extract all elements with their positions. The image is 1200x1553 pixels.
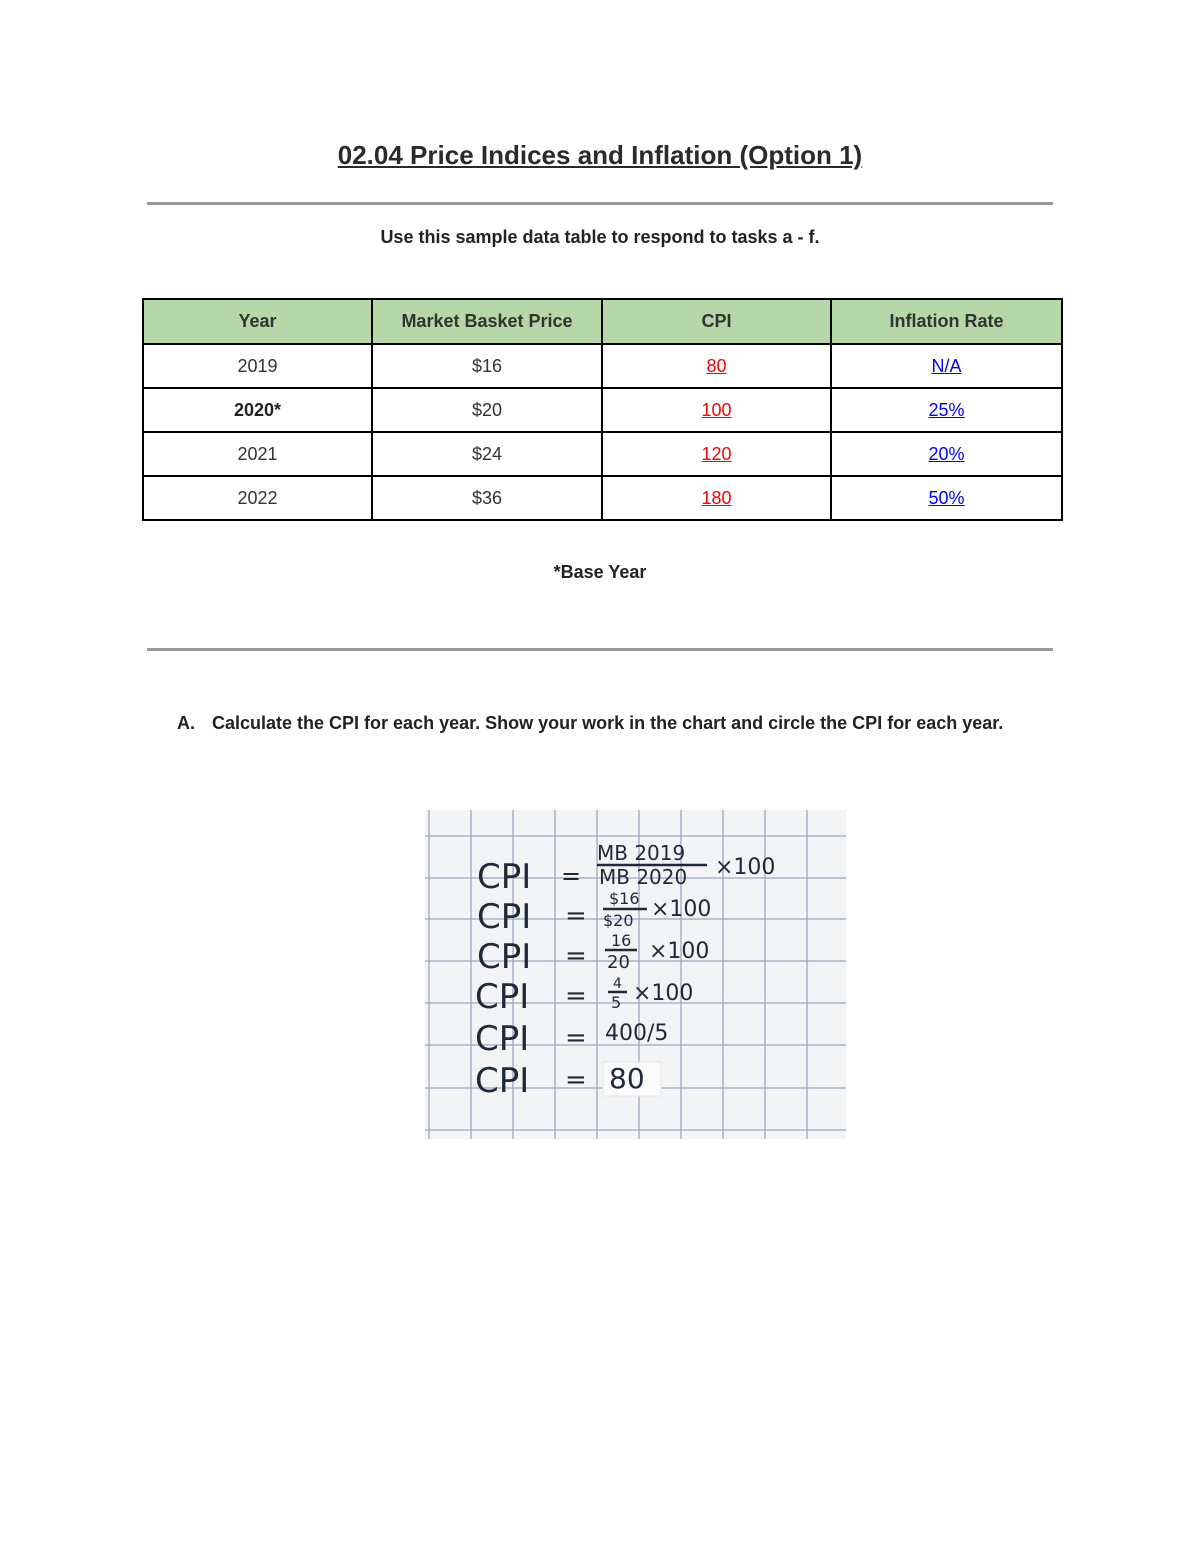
hw-line1-numerator: MB 2019 [597, 841, 686, 865]
base-year-footnote: *Base Year [553, 562, 647, 582]
table-header-row [143, 299, 1062, 344]
cpi-value: 180 [701, 487, 732, 508]
inflation-value: N/A [931, 355, 962, 376]
cell-inflation [831, 344, 1062, 388]
hw-line1-denominator: MB 2020 [599, 865, 688, 889]
hw-line1-mult: ×100 [715, 855, 776, 880]
task-a [177, 712, 1037, 735]
header-year: Year [143, 299, 372, 344]
inflation-value: 25% [928, 399, 965, 420]
hw-line4-eq: = [565, 981, 587, 1011]
hw-line2-numerator: $16 [609, 889, 640, 908]
instructions: Use this sample data table to respond to tasks a - f. [380, 227, 820, 247]
cell-year: 2019 [143, 344, 372, 388]
hw-line6-value: 80 [609, 1062, 645, 1095]
hw-line2-eq: = [565, 901, 587, 931]
hw-line2-denominator: $20 [603, 911, 634, 930]
cell-year: 2022 [143, 476, 372, 520]
cpi-data-table [142, 298, 1063, 521]
horizontal-divider-top [147, 202, 1053, 205]
cell-cpi [602, 344, 831, 388]
cell-cpi [602, 432, 831, 476]
hw-line6-lhs: CPI [475, 1061, 530, 1101]
cell-inflation [831, 476, 1062, 520]
cpi-value: 100 [701, 399, 732, 420]
hw-line4-denominator: 5 [611, 993, 622, 1012]
hw-line4-mult: ×100 [633, 981, 694, 1006]
hw-line4-lhs: CPI [475, 977, 530, 1017]
table-row [143, 432, 1062, 476]
table-row [143, 388, 1062, 432]
cell-price: $36 [372, 476, 602, 520]
horizontal-divider-bottom [147, 648, 1053, 651]
cell-price: $24 [372, 432, 602, 476]
table-row [143, 344, 1062, 388]
cell-price: $16 [372, 344, 602, 388]
cell-cpi [602, 476, 831, 520]
hw-line2-mult: ×100 [651, 897, 712, 922]
cell-cpi [602, 388, 831, 432]
hw-line3-eq: = [565, 941, 587, 971]
task-marker: A. [177, 713, 195, 733]
page-title: 02.04 Price Indices and Inflation (Option 1) [337, 140, 863, 170]
header-market-basket-price: Market Basket Price [372, 299, 602, 344]
task-text: Calculate the CPI for each year. Show your work in the chart and circle the CPI for each year. [212, 713, 1004, 733]
cpi-value: 120 [701, 443, 732, 464]
hw-line6-eq: = [565, 1065, 587, 1095]
header-inflation-rate: Inflation Rate [831, 299, 1062, 344]
hw-line4-numerator: 4 [613, 976, 622, 992]
cell-price: $20 [372, 388, 602, 432]
hw-line5-value: 400/5 [605, 1021, 669, 1046]
header-cpi: CPI [602, 299, 831, 344]
handwritten-work-photo [425, 810, 846, 1139]
cell-inflation [831, 388, 1062, 432]
hw-line3-lhs: CPI [477, 937, 532, 977]
graph-paper-image [425, 810, 846, 1139]
hw-line5-eq: = [565, 1023, 587, 1053]
cell-year: 2021 [143, 432, 372, 476]
hw-line3-numerator: 16 [611, 931, 632, 950]
inflation-value: 50% [928, 487, 965, 508]
inflation-value: 20% [928, 443, 965, 464]
hw-line2-lhs: CPI [477, 897, 532, 937]
cpi-value: 80 [706, 355, 727, 376]
hw-line5-lhs: CPI [475, 1019, 530, 1059]
cell-inflation [831, 432, 1062, 476]
table-row [143, 476, 1062, 520]
hw-line3-denominator: 20 [607, 952, 630, 973]
hw-line3-mult: ×100 [649, 939, 710, 964]
hw-line1-eq: = [561, 862, 582, 890]
hw-line1-lhs: CPI [477, 857, 532, 897]
cell-year: 2020* [143, 388, 372, 432]
